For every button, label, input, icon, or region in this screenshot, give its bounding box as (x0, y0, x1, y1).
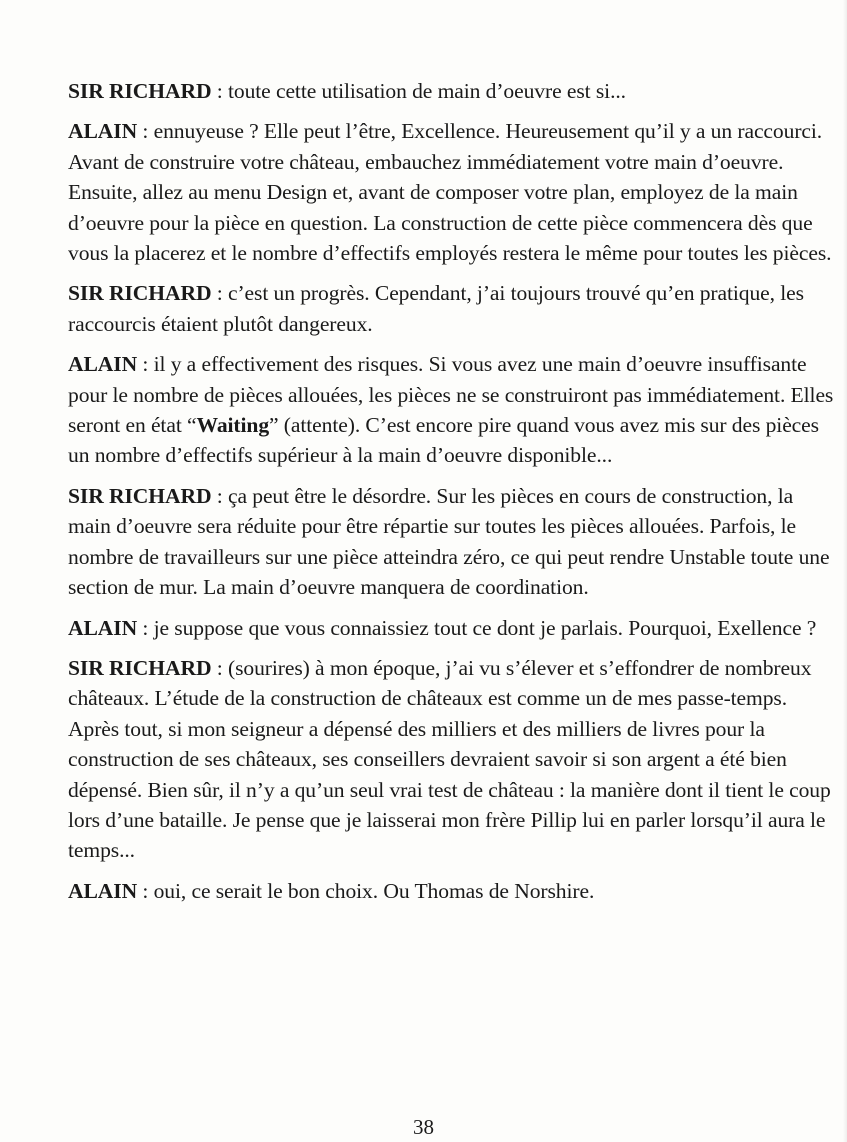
speaker-separator: : (137, 615, 154, 640)
speaker-name: SIR RICHARD (68, 281, 212, 306)
dialogue-paragraph (68, 349, 838, 471)
dialogue-line-continued: ” (attente). C’est encore pire quand vous avez mis sur des pièces un nombre d’effectifs supérieur à la main d’oeuvre disponible... (68, 413, 819, 468)
speaker-name: SIR RICHARD (68, 79, 212, 103)
speaker-name: SIR RICHARD (68, 483, 212, 508)
dialogue-line: (sourires) à mon époque, j’ai vu s’élever et s’effondrer de nombreux châteaux. L’étude de la construction de châteaux est comme un de mes passe-temps. Après tout, si mon seigneur a dépensé des milliers et des milliers de livres pour la construction de ses châteaux, ses conseillers devraient savoir si son argent a été bien dépensé. Bien sûr, il n’y a qu’un seul vrai test de château : la manière dont il tient le coup lors d’une bataille. Je pense que je laisserai mon frère Pillip lui en parler lorsqu’il aura le temps... (68, 655, 831, 863)
dialogue-text (68, 76, 838, 916)
dialogue-paragraph (68, 481, 838, 603)
page-edge-shadow (843, 0, 847, 1142)
speaker-separator: : (137, 352, 154, 377)
page-number: 38 (413, 1115, 434, 1139)
speaker-separator: : (211, 281, 228, 306)
dialogue-paragraph (68, 278, 838, 339)
speaker-name: ALAIN (68, 878, 138, 903)
dialogue-paragraph (68, 876, 838, 906)
speaker-separator: : (137, 119, 154, 144)
speaker-separator: : (211, 655, 228, 680)
speaker-separator: : (137, 878, 154, 903)
dialogue-paragraph (68, 653, 838, 866)
speaker-name: SIR RICHARD (68, 655, 212, 680)
dialogue-paragraph (68, 76, 838, 106)
speaker-separator: : (211, 483, 228, 508)
speaker-name: ALAIN (68, 119, 138, 144)
dialogue-paragraph (68, 116, 838, 268)
dialogue-line: ennuyeuse ? Elle peut l’être, Excellence. Heureusement qu’il y a un raccourci. Avant de construire votre château, embauchez immédiatement votre main d’oeuvre. Ensuite, allez au menu Design et, avant de composer votre plan, employez de la main d’oeuvre pour la pièce en question. La construction de cette pièce commencera dès que vous la placerez et le nombre d’effectifs employés restera le même pour toutes les pièces. (68, 119, 832, 266)
dialogue-line: je suppose que vous connaissiez tout ce dont je parlais. Pourquoi, Exellence ? (153, 615, 817, 640)
speaker-name: ALAIN (68, 352, 138, 377)
dialogue-line: ça peut être le désordre. Sur les pièces en cours de construction, la main d’oeuvre sera réduite pour être répartie sur toutes les pièces allouées. Parfois, le nombre de travailleurs sur une pièce atteindra zéro, ce qui peut rendre Unstable toute une section de mur. La main d’oeuvre manquera de coordination. (68, 483, 830, 600)
speaker-name: ALAIN (68, 615, 138, 640)
dialogue-line: toute cette utilisation de main d’oeuvre est si... (227, 79, 626, 103)
dialogue-line: oui, ce serait le bon choix. Ou Thomas de Norshire. (153, 878, 595, 903)
dialogue-line: il y a effectivement des risques. Si vous avez une main d’oeuvre insuffisante pour le nombre de pièces allouées, les pièces ne se construiront pas immédiatement. Elles seront en état “ (68, 352, 834, 438)
speaker-separator: : (211, 79, 228, 103)
dialogue-line: c’est un progrès. Cependant, j’ai toujours trouvé qu’en pratique, les raccourcis étaient plutôt dangereux. (68, 281, 804, 336)
dialogue-paragraph (68, 613, 838, 643)
waiting-status-term: Waiting (196, 413, 270, 438)
